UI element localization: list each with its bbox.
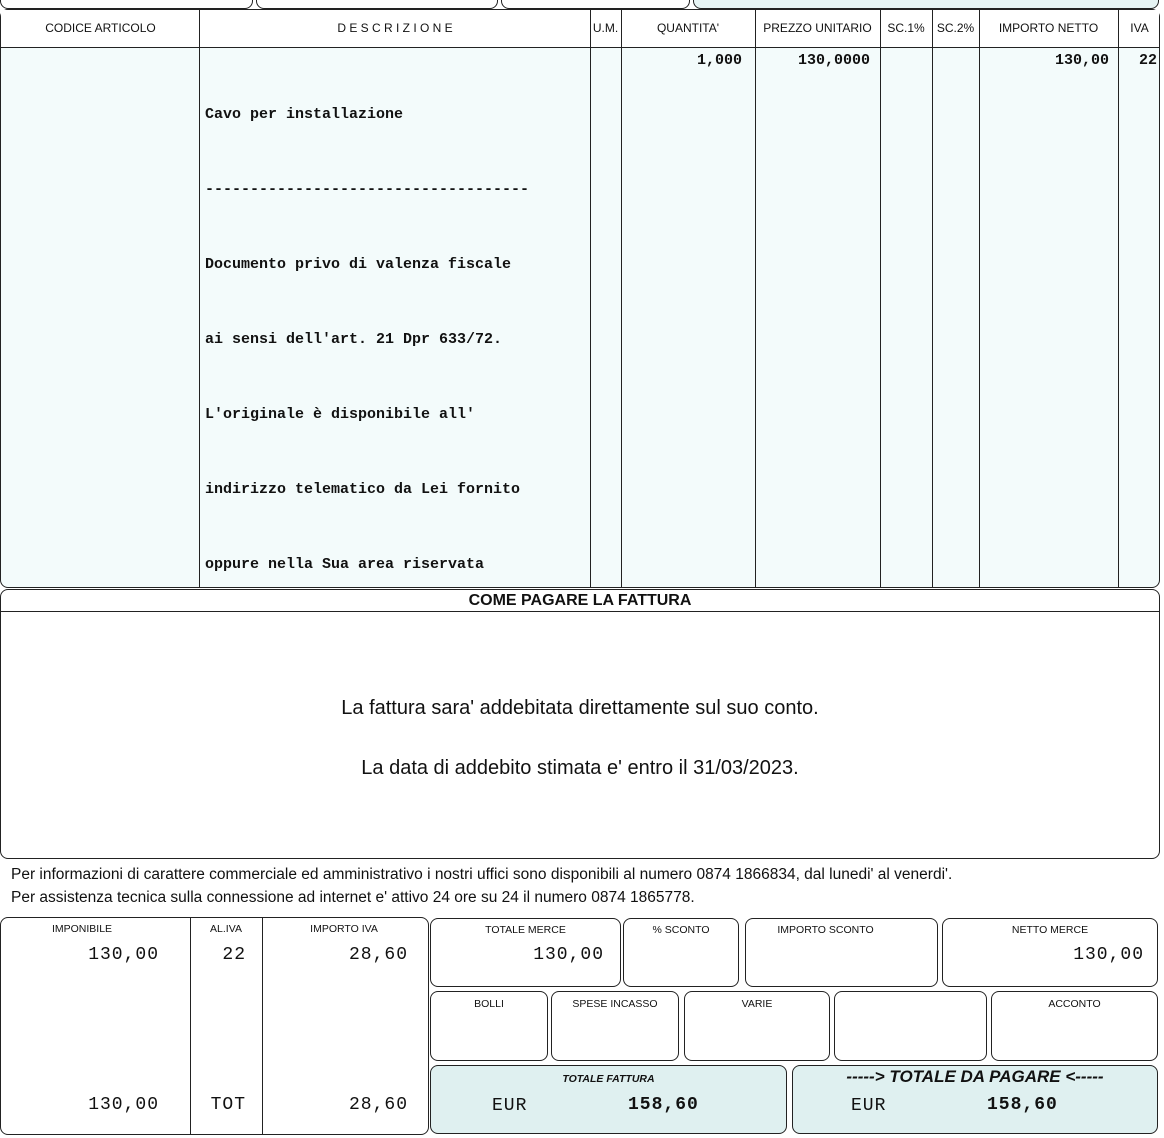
totale-da-pagare-label: -----> TOTALE DA PAGARE <----- — [846, 1067, 1104, 1086]
varie-label: VARIE — [741, 998, 773, 1010]
acconto-box — [991, 991, 1158, 1061]
sconto-pct-box — [623, 918, 739, 987]
acconto-label: ACCONTO — [1048, 998, 1101, 1010]
col-divider — [979, 10, 980, 587]
importo-sconto-box — [745, 918, 938, 987]
top-partial-box-3 — [501, 0, 690, 9]
totale-fattura-currency: EUR — [492, 1096, 528, 1116]
col-divider — [1118, 10, 1119, 587]
payment-line-2: La data di addebito stimata e' entro il 31/03/2023. — [361, 757, 799, 779]
totale-merce-label: TOTALE MERCE — [485, 924, 566, 936]
header-um: U.M. — [592, 21, 619, 35]
imponibile-label: IMPONIBILE — [51, 923, 113, 935]
description-line: Cavo per installazione — [205, 106, 404, 123]
imponibile-value: 130,00 — [88, 945, 159, 965]
header-prezzo-unitario: PREZZO UNITARIO — [763, 21, 872, 35]
col-divider — [755, 10, 756, 587]
header-iva: IVA — [1130, 21, 1149, 35]
description-line: L'originale è disponibile all' — [205, 406, 476, 423]
bolli-box — [430, 991, 548, 1061]
header-quantita: QUANTITA' — [656, 21, 720, 35]
items-table — [0, 9, 1160, 588]
col-divider — [199, 10, 200, 587]
header-descrizione: D E S C R I Z I O N E — [337, 21, 453, 35]
item-iva: 22 — [1138, 52, 1157, 69]
spese-incasso-label: SPESE INCASSO — [572, 998, 658, 1010]
importo-iva-value: 28,60 — [348, 945, 408, 965]
top-partial-box-4 — [693, 0, 1159, 9]
spese-incasso-box — [551, 991, 679, 1061]
totale-da-pagare-currency: EUR — [851, 1096, 887, 1116]
aliva-value: 22 — [222, 945, 246, 965]
payment-section — [0, 589, 1160, 859]
description-line: Documento privo di valenza fiscale — [205, 256, 512, 273]
description-line: oppure nella Sua area riservata — [205, 556, 485, 573]
netto-merce-value: 130,00 — [1073, 945, 1144, 965]
top-partial-box-2 — [256, 0, 498, 9]
description-line: ai sensi dell'art. 21 Dpr 633/72. — [205, 331, 503, 348]
description-line: indirizzo telematico da Lei fornito — [205, 481, 521, 498]
item-quantita: 1,000 — [696, 52, 742, 69]
totale-fattura-box — [430, 1065, 787, 1134]
totale-merce-value: 130,00 — [533, 945, 604, 965]
info-line-1: Per informazioni di carattere commerciale ed amministrativo i nostri uffici sono disponibili al numero 0874 1866834, dal lunedi' al venerdi'. — [11, 866, 953, 883]
item-importo-netto: 130,00 — [1054, 52, 1109, 69]
varie-box — [684, 991, 830, 1061]
bolli-label: BOLLI — [474, 998, 504, 1010]
importo-sconto-label: IMPORTO SCONTO — [777, 924, 874, 936]
importo-iva-label: IMPORTO IVA — [310, 923, 378, 935]
info-line-2: Per assistenza tecnica sulla connessione ad internet e' attivo 24 ore su 24 il numero 0874 1865778. — [11, 889, 695, 906]
col-divider — [590, 10, 591, 587]
header-codice-articolo: CODICE ARTICOLO — [45, 21, 156, 35]
header-sc1: SC.1% — [887, 21, 925, 35]
totale-merce-box — [430, 918, 621, 987]
col-divider — [621, 10, 622, 587]
header-sc2: SC.2% — [936, 21, 975, 35]
description-line: ------------------------------------ — [205, 181, 530, 198]
header-importo-netto: IMPORTO NETTO — [998, 21, 1099, 35]
sconto-pct-label: % SCONTO — [652, 924, 710, 936]
totale-fattura-label: TOTALE FATTURA — [562, 1073, 655, 1085]
item-prezzo-unitario: 130,0000 — [797, 52, 870, 69]
totale-da-pagare-value: 158,60 — [987, 1095, 1058, 1115]
vat-summary — [0, 917, 429, 1135]
empty-box — [834, 991, 987, 1061]
payment-line-1: La fattura sara' addebitata direttamente sul suo conto. — [341, 697, 819, 719]
netto-merce-box — [942, 918, 1158, 987]
tot-label: TOT — [210, 1095, 246, 1115]
tot-iva-value: 28,60 — [348, 1095, 408, 1115]
totale-da-pagare-box — [792, 1065, 1158, 1134]
tot-imponibile-value: 130,00 — [88, 1095, 159, 1115]
col-divider — [880, 10, 881, 587]
top-partial-box-1 — [0, 0, 253, 9]
totale-fattura-value: 158,60 — [628, 1095, 699, 1115]
col-divider — [932, 10, 933, 587]
payment-title: COME PAGARE LA FATTURA — [468, 592, 692, 609]
netto-merce-label: NETTO MERCE — [1011, 924, 1089, 936]
aliva-label: AL.IVA — [210, 923, 242, 935]
